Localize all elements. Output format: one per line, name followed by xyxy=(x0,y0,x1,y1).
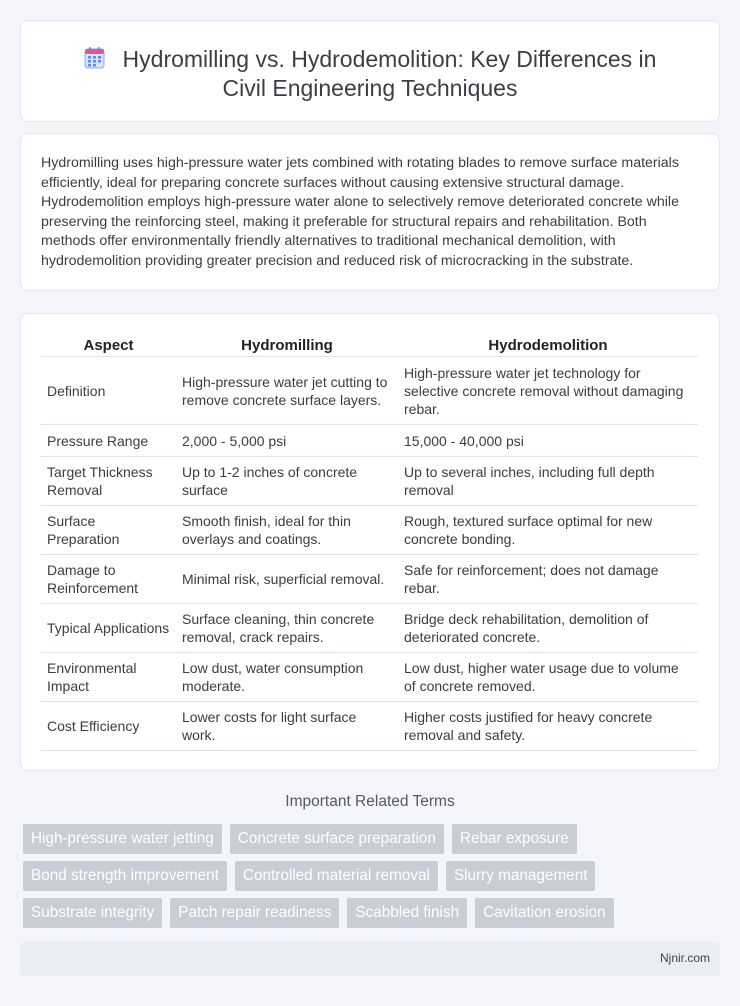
footer-site-link[interactable]: Njnir.com xyxy=(659,951,710,965)
cell-aspect: Target Thickness Removal xyxy=(41,457,176,506)
cell-hydromilling: 2,000 - 5,000 psi xyxy=(176,425,398,457)
title-line-1: Hydromilling vs. Hydrodemolition: Key Differences in xyxy=(122,46,657,72)
cell-hydromilling: Low dust, water consumption moderate. xyxy=(176,653,398,702)
cell-aspect: Damage to Reinforcement xyxy=(41,555,176,604)
cell-aspect: Pressure Range xyxy=(41,425,176,457)
intro-card xyxy=(20,133,720,291)
cell-hydrodemolition: Higher costs justified for heavy concrete removal and safety. xyxy=(398,702,698,751)
table-row xyxy=(41,555,698,604)
related-terms-tags xyxy=(23,824,723,935)
comparison-table xyxy=(41,334,698,751)
related-term-tag[interactable]: Substrate integrity xyxy=(23,898,162,928)
intro-paragraph: Hydromilling uses high-pressure water jets combined with rotating blades to remove surface materials efficiently, ideal for preparing concrete surfaces without causing extensive structural damage. Hydrodemolition employs high-pressure water alone to selectively remove deteriorated concrete while preserving the reinforcing steel, making it preferable for structural repairs and rehabilitation. Both methods offer environmentally friendly alternatives to traditional mechanical demolition, with hydrodemolition providing greater precision and reduced risk of microcracking in the substrate. xyxy=(41,155,679,269)
page-title xyxy=(21,45,719,103)
tag-row xyxy=(23,824,723,854)
related-term-tag[interactable]: Scabbled finish xyxy=(347,898,467,928)
table-row xyxy=(41,425,698,457)
table-row xyxy=(41,702,698,751)
related-term-tag[interactable]: High-pressure water jetting xyxy=(23,824,222,854)
cell-hydromilling: Minimal risk, superficial removal. xyxy=(176,555,398,604)
cell-aspect: Cost Efficiency xyxy=(41,702,176,751)
cell-hydrodemolition: High-pressure water jet technology for selective concrete removal without damaging rebar. xyxy=(398,357,698,425)
calendar-icon xyxy=(84,47,105,69)
cell-hydromilling: Lower costs for light surface work. xyxy=(176,702,398,751)
related-term-tag[interactable]: Cavitation erosion xyxy=(475,898,613,928)
cell-hydrodemolition: 15,000 - 40,000 psi xyxy=(398,425,698,457)
cell-hydromilling: Surface cleaning, thin concrete removal, crack repairs. xyxy=(176,604,398,653)
table-header-row xyxy=(41,334,698,357)
cell-hydrodemolition: Bridge deck rehabilitation, demolition of deteriorated concrete. xyxy=(398,604,698,653)
related-term-tag[interactable]: Bond strength improvement xyxy=(23,861,227,891)
cell-aspect: Definition xyxy=(41,357,176,425)
table-row xyxy=(41,604,698,653)
header-hydrodemolition: Hydrodemolition xyxy=(398,334,698,357)
header-aspect: Aspect xyxy=(41,334,176,357)
related-term-tag[interactable]: Patch repair readiness xyxy=(170,898,339,928)
cell-hydromilling: Up to 1-2 inches of concrete surface xyxy=(176,457,398,506)
related-term-tag[interactable]: Concrete surface preparation xyxy=(230,824,444,854)
cell-aspect: Typical Applications xyxy=(41,604,176,653)
table-row xyxy=(41,357,698,425)
footer xyxy=(20,942,720,976)
tag-row xyxy=(23,861,723,891)
tag-row xyxy=(23,898,723,928)
comparison-table-card xyxy=(20,313,720,771)
cell-hydrodemolition: Rough, textured surface optimal for new concrete bonding. xyxy=(398,506,698,555)
cell-hydromilling: Smooth finish, ideal for thin overlays and coatings. xyxy=(176,506,398,555)
cell-hydromilling: High-pressure water jet cutting to remove concrete surface layers. xyxy=(176,357,398,425)
title-line-2: Civil Engineering Techniques xyxy=(222,75,518,101)
table-row xyxy=(41,457,698,506)
table-row xyxy=(41,506,698,555)
cell-aspect: Environmental Impact xyxy=(41,653,176,702)
cell-hydrodemolition: Up to several inches, including full depth removal xyxy=(398,457,698,506)
related-terms-heading: Important Related Terms xyxy=(285,793,455,810)
cell-hydrodemolition: Low dust, higher water usage due to volume of concrete removed. xyxy=(398,653,698,702)
header-hydromilling: Hydromilling xyxy=(176,334,398,357)
cell-hydrodemolition: Safe for reinforcement; does not damage rebar. xyxy=(398,555,698,604)
related-term-tag[interactable]: Rebar exposure xyxy=(452,824,577,854)
cell-aspect: Surface Preparation xyxy=(41,506,176,555)
related-term-tag[interactable]: Controlled material removal xyxy=(235,861,438,891)
related-term-tag[interactable]: Slurry management xyxy=(446,861,595,891)
table-row xyxy=(41,653,698,702)
header-card xyxy=(20,20,720,122)
